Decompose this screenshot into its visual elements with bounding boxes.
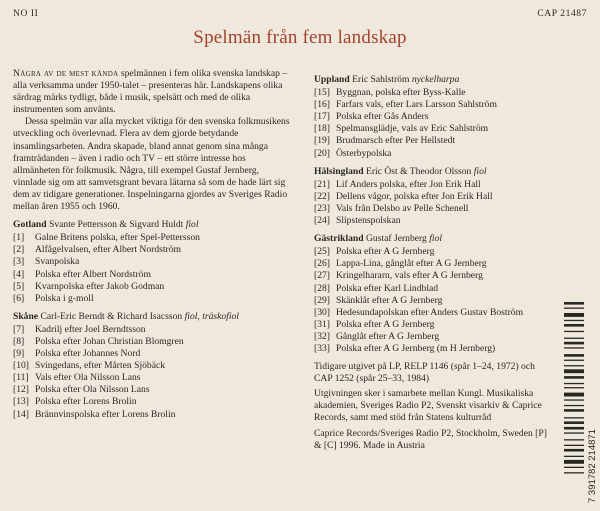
- track-row: [13, 396, 293, 408]
- track-title: Lif Anders polska, efter Jon Erik Hall: [336, 178, 481, 190]
- track-number: [ 1 ]: [13, 232, 35, 244]
- track-number: [ 30 ]: [314, 307, 336, 319]
- barcode-bar: [564, 421, 584, 424]
- track-number: [ 29 ]: [314, 295, 336, 307]
- barcode-bar: [564, 342, 584, 345]
- track-number: [ 26 ]: [314, 258, 336, 270]
- track-row: [314, 148, 554, 160]
- track-number: [ 6 ]: [13, 293, 35, 305]
- track-number: [ 9 ]: [13, 348, 35, 360]
- section-heading: [314, 166, 554, 178]
- track-number: [ 4 ]: [13, 269, 35, 281]
- barcode-bar: [564, 439, 584, 440]
- track-number: [ 20 ]: [314, 148, 336, 160]
- track-number: [ 23 ]: [314, 203, 336, 215]
- track-title: Hedesundapolskan efter Anders Gustav Boström: [336, 306, 524, 318]
- region-name: Uppland: [314, 74, 350, 85]
- track-number: [ 13 ]: [13, 396, 35, 408]
- track-title: Svanpolska: [35, 256, 80, 268]
- barcode-bar: [564, 417, 584, 418]
- track-number: [ 2 ]: [13, 244, 35, 256]
- barcode-bar: [564, 449, 584, 452]
- region-name: Hälsingland: [314, 165, 364, 177]
- track-title: Skänklåt efter A G Jernberg: [336, 294, 443, 306]
- performers: Carl-Eric Berndt & Richard Isacsson: [40, 310, 183, 322]
- barcode-bar: [564, 427, 584, 430]
- region-name: Skåne: [13, 310, 39, 322]
- track-row: [13, 256, 293, 268]
- track-row: [13, 269, 293, 281]
- track-row: [314, 343, 554, 355]
- track-title: Alfågelvalsen, efter Albert Nordström: [35, 244, 181, 256]
- barcode-bar: [564, 409, 584, 412]
- track-number: [ 8 ]: [13, 336, 35, 348]
- catalog-left: NO II: [13, 9, 39, 19]
- barcode-bar: [564, 383, 584, 384]
- instrument: nyckelharpa: [411, 74, 460, 85]
- track-row: [13, 372, 293, 384]
- track-title: Vals från Delsbo av Pelle Schenell: [336, 202, 469, 214]
- barcode: [562, 300, 596, 506]
- track-title: Polska efter Johan Christian Blomgren: [35, 335, 184, 347]
- track-number: [ 3 ]: [13, 256, 35, 268]
- track-title: Polska efter A G Jernberg: [336, 246, 435, 258]
- intro-lead: Några av de mest kända: [13, 68, 119, 79]
- release-note-original: Tidigare utgivet på LP, RELP 1146 (spår 1–24, 1972) och CAP 1252 (spår 25–33, 1984): [314, 361, 535, 385]
- track-number: [ 15 ]: [314, 87, 336, 99]
- barcode-bars: [564, 302, 584, 474]
- section-hälsingland: [314, 166, 554, 227]
- track-title: Polska efter Lorens Brolin: [35, 396, 137, 408]
- barcode-number: 7 391782 214871: [587, 429, 598, 503]
- track-number: [ 28 ]: [314, 283, 336, 295]
- instrument: fiol: [429, 233, 443, 245]
- track-row: [13, 360, 293, 372]
- track-row: [314, 179, 554, 191]
- performers: Gustaf Jernberg: [366, 233, 427, 245]
- barcode-bar: [564, 399, 584, 400]
- release-note-copyright: Caprice Records/Sveriges Radio P2, Stockholm, Sweden [P] & [C] 1996. Made in Austria: [314, 427, 547, 451]
- track-row: [314, 203, 554, 215]
- barcode-bar: [564, 313, 584, 317]
- track-row: [314, 258, 554, 270]
- track-number: [ 22 ]: [314, 191, 336, 203]
- barcode-bar: [564, 467, 584, 468]
- track-title: Polska efter A G Jernberg: [336, 318, 435, 330]
- track-title: Österbypolska: [336, 147, 392, 159]
- track-title: Galne Britens polska, efter Spel-Pettersson: [35, 232, 200, 244]
- track-number: [ 12 ]: [13, 384, 35, 396]
- section-heading: [314, 74, 554, 86]
- barcode-bar: [564, 308, 584, 309]
- region-name: Gästrikland: [314, 233, 364, 245]
- track-title: Brudmarsch efter Per Hellstedt: [336, 135, 456, 147]
- track-row: [314, 295, 554, 307]
- barcode-bar: [564, 376, 584, 379]
- barcode-bar: [564, 432, 584, 433]
- track-title: Polska efter Gås Anders: [336, 111, 429, 123]
- section-gotland: [13, 219, 293, 305]
- track-number: [ 17 ]: [314, 111, 336, 123]
- barcode-bar: [564, 331, 584, 332]
- barcode-bar: [564, 324, 584, 327]
- release-note-collaboration: Utgivningen sker i samarbete mellan Kungl. Musikaliska akademien, Sveriges Radio P2, Svenskt visarkiv & Caprice Records, samt med stöd från Statens kulturråd: [314, 388, 542, 424]
- track-number: [ 7 ]: [13, 324, 35, 336]
- track-row: [314, 123, 554, 135]
- track-title: Dellens vågor, polska efter Jon Erik Hall: [336, 190, 493, 202]
- track-row: [13, 336, 293, 348]
- track-title: Spelmansglädje, vals av Eric Sahlström: [336, 123, 489, 135]
- barcode-bar: [564, 460, 584, 464]
- left-column: [13, 68, 293, 421]
- track-number: [ 21 ]: [314, 179, 336, 191]
- track-row: [314, 99, 554, 111]
- section-heading: [13, 311, 293, 323]
- track-title: Polska efter A G Jernberg (m H Jernberg): [336, 342, 496, 354]
- track-number: [ 11 ]: [13, 372, 35, 384]
- track-row: [314, 135, 554, 147]
- track-row: [13, 348, 293, 360]
- track-number: [ 33 ]: [314, 343, 336, 355]
- track-number: [ 16 ]: [314, 99, 336, 111]
- track-number: [ 5 ]: [13, 281, 35, 293]
- track-title: Kvarnpolska efter Jakob Godman: [35, 280, 165, 292]
- track-row: [13, 384, 293, 396]
- track-title: Kringelhararn, vals efter A G Jernberg: [336, 270, 483, 282]
- intro-paragraph-1: [13, 68, 293, 116]
- instrument: fiol, träskofiol: [184, 310, 239, 322]
- track-row: [13, 244, 293, 256]
- barcode-bar: [564, 387, 584, 388]
- track-row: [314, 215, 554, 227]
- track-row: [13, 293, 293, 305]
- track-row: [314, 331, 554, 343]
- track-number: [ 25 ]: [314, 246, 336, 258]
- track-number: [ 19 ]: [314, 135, 336, 147]
- track-row: [314, 319, 554, 331]
- barcode-bar: [564, 338, 584, 339]
- performers: Eric Sahlström: [352, 74, 410, 85]
- barcode-bar: [564, 369, 584, 373]
- section-skåne: [13, 311, 293, 421]
- track-row: [314, 246, 554, 258]
- track-row: [314, 307, 554, 319]
- track-title: Farfars vals, efter Lars Larsson Sahlström: [336, 99, 497, 111]
- track-title: Slipstenspolskan: [336, 215, 401, 227]
- barcode-bar: [564, 302, 584, 305]
- track-title: Brännvinspolska efter Lorens Brolin: [35, 408, 176, 420]
- track-row: [314, 191, 554, 203]
- track-number: [ 32 ]: [314, 331, 336, 343]
- track-row: [314, 111, 554, 123]
- track-title: Polska efter Johannes Nord: [35, 348, 141, 360]
- track-title: Kadrilj efter Joel Berndtsson: [35, 323, 146, 335]
- track-row: [13, 281, 293, 293]
- track-title: Byggnan, polska efter Byss-Kalle: [336, 87, 466, 99]
- section-heading: [13, 219, 293, 231]
- barcode-bar: [564, 347, 584, 348]
- catalog-number: CAP 21487: [537, 9, 587, 19]
- track-number: [ 18 ]: [314, 123, 336, 135]
- instrument: fiol: [185, 219, 199, 231]
- region-name: Gotland: [13, 219, 47, 231]
- track-row: [314, 87, 554, 99]
- section-gästrikland: [314, 233, 554, 355]
- release-notes: [314, 361, 554, 452]
- intro-paragraph-2: Dessa spelmän var alla mycket viktiga för den svenska folkmusikens utveckling och överlevnad. Flera av dem gjorde betydande insamlingsarbeten. Andra skapade, bland annat genom sina många framträdanden – även i radio och TV – ett större intresse hos allmänheten för folkmusik. Några, till exempel Gustaf Jernberg, vinnlade sig om att samvetsgrant bevara lätarna så som de hade lärt sig dem av tidigare generationer. Inspelningarna gjordes av Sveriges Radio mellan åren 1955 och 1960.: [13, 116, 290, 213]
- track-title: Gånglåt efter A G Jernberg: [336, 330, 440, 342]
- barcode-bar: [564, 393, 584, 397]
- barcode-bar: [564, 360, 584, 361]
- track-title: Vals efter Ola Nilsson Lans: [35, 372, 141, 384]
- track-title: Polska efter Ola Nilsson Lans: [35, 384, 150, 396]
- section-heading: [314, 233, 554, 245]
- barcode-bar: [564, 472, 584, 473]
- track-row: [314, 270, 554, 282]
- barcode-bar: [564, 320, 584, 321]
- instrument: fiol: [473, 165, 487, 177]
- track-row: [13, 232, 293, 244]
- section-uppland: [314, 74, 554, 160]
- track-title: Svingedans, efter Mårten Sjöbäck: [35, 360, 166, 372]
- barcode-bar: [564, 456, 584, 457]
- track-row: [13, 324, 293, 336]
- track-row: [13, 409, 293, 421]
- performers: Svante Pettersson & Sigvard Huldt: [49, 219, 184, 231]
- track-number: [ 24 ]: [314, 215, 336, 227]
- track-title: Polska efter Albert Nordström: [35, 268, 151, 280]
- barcode-bar: [564, 405, 584, 406]
- track-title: Polska i g-moll: [35, 292, 94, 304]
- track-title: Lappa-Lina, gånglåt efter A G Jernberg: [336, 258, 487, 270]
- track-title: Polska efter Karl Lindblad: [336, 282, 439, 294]
- performers: Eric Öst & Theodor Olsson: [366, 165, 472, 177]
- intro-text: spelmännen i fem olika svenska landskap – alla verksamma under 1950-talet – presenteras här. Landskapens olika särdrag märks tydligt, både i musik, spelsätt och med de olika instrumenten som använts.: [13, 68, 288, 116]
- barcode-bar: [564, 445, 584, 446]
- barcode-bar: [564, 365, 584, 366]
- track-number: [ 14 ]: [13, 409, 35, 421]
- track-row: [314, 283, 554, 295]
- track-number: [ 10 ]: [13, 360, 35, 372]
- track-number: [ 31 ]: [314, 319, 336, 331]
- barcode-bar: [564, 354, 584, 357]
- album-title: Spelmän från fem landskap: [193, 27, 407, 48]
- track-number: [ 27 ]: [314, 270, 336, 282]
- right-column: [314, 68, 554, 455]
